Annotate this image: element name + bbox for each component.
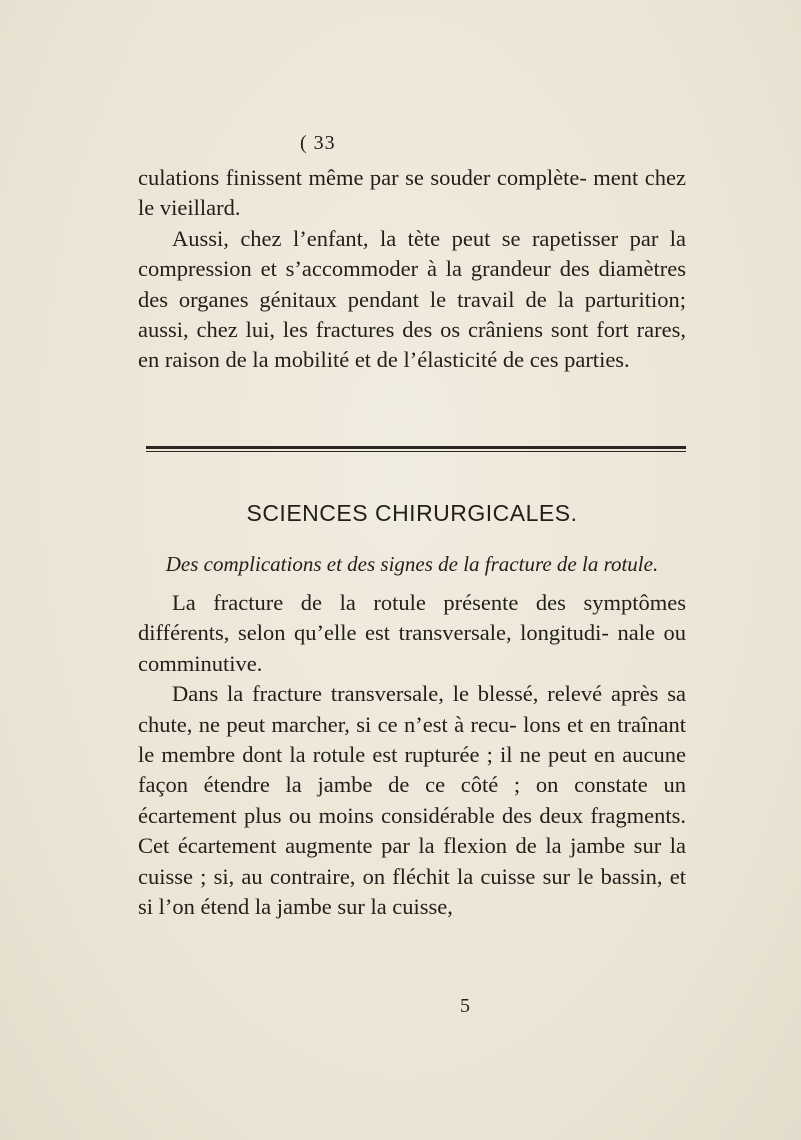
paragraph: La fracture de la rotule présente des symptômes différents, selon qu’elle est transversale, longitudi- nale ou comminutive.: [138, 590, 686, 676]
signature-mark: 5: [460, 995, 470, 1017]
intro-text: [138, 163, 686, 376]
section-title: SCIENCES CHIRURGICALES.: [246, 500, 578, 526]
paragraph: Dans la fracture transversale, le blessé, relevé après sa chute, ne peut marcher, si ce n’est à recu- lons et en traînant le membre dont la rotule est rupturée ; il ne peut en aucune façon étendre la jambe de ce côté ; on constate un écartement plus ou moins considérable des deux fragments. Cet écartement augmente par la flexion de la jambe sur la cuisse ; si, au contraire, on fléchit la cuisse sur le bassin, et si l’on étend la jambe sur la cuisse,: [138, 681, 686, 920]
section-body: [138, 588, 686, 922]
section-divider: [146, 446, 686, 452]
page-number: ( 33: [300, 132, 336, 154]
paragraph: culations finissent même par se souder complète- ment chez le vieillard.: [138, 165, 686, 221]
paragraph: Aussi, chez l’enfant, la tète peut se rapetisser par la compression et s’accommoder à la grandeur des diamètres des organes génitaux pendant le travail de la parturition; aussi, chez lui, les fractures des os crâniens sont fort rares, en raison de la mobilité et de l’élasticité de ces parties.: [138, 225, 686, 373]
section-subtitle: Des complications et des signes de la fracture de la rotule.: [165, 552, 659, 576]
